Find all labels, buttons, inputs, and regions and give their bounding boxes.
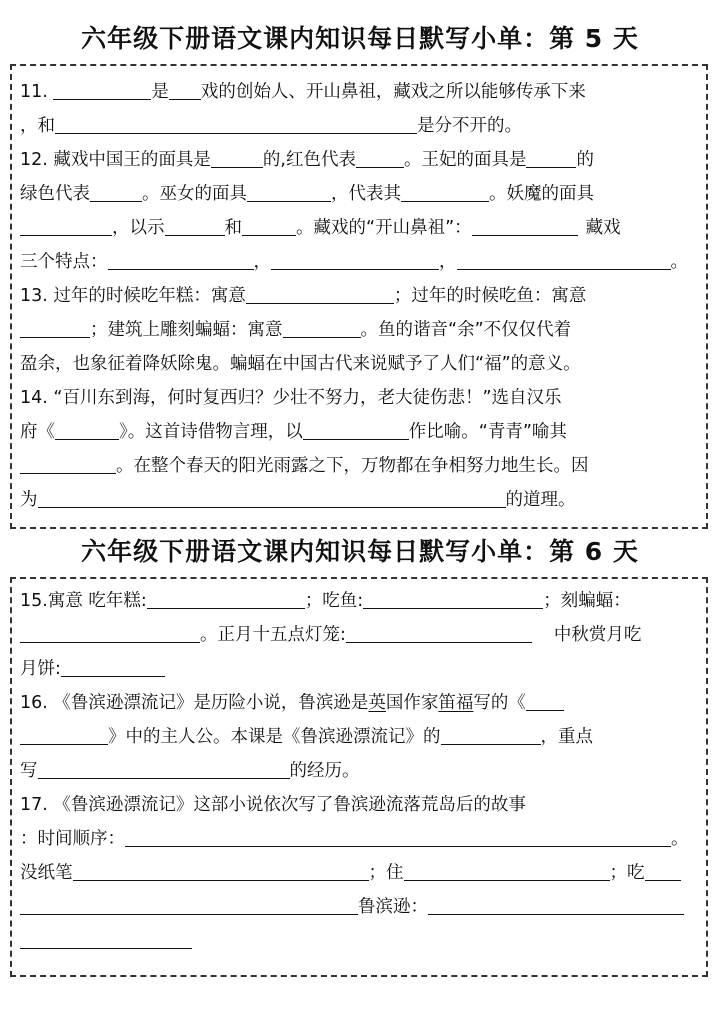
q12-text: 。妖魔的面具	[489, 184, 594, 204]
q12-blank[interactable]	[242, 215, 296, 236]
q17-number: 17.	[20, 795, 48, 815]
q17-line4	[20, 893, 684, 921]
q12-text: 的,红色代表	[262, 150, 356, 170]
q17-text: ：时间顺序：	[20, 829, 125, 849]
q16-line1	[20, 689, 564, 717]
q11-text: 戏的创始人、开山鼻祖，藏戏之所以能够传承下来	[200, 82, 586, 102]
q13-blank[interactable]	[246, 283, 394, 304]
q17-text: ；住	[368, 863, 404, 883]
q17-blank[interactable]	[20, 928, 192, 949]
q12-number: 12.	[20, 150, 48, 170]
q12-line4	[20, 248, 688, 276]
q14-blank[interactable]	[38, 487, 506, 508]
q16-line3	[20, 757, 360, 785]
q14-line4	[20, 486, 576, 514]
q12-text: 。王妃的面具是	[403, 150, 527, 170]
q14-text: 。在整个春天的阳光雨露之下，万物都在争相努力地生长。因	[116, 456, 589, 476]
q13-blank[interactable]	[283, 317, 361, 338]
q16-text: ，重点	[540, 727, 593, 747]
q12-text: 藏戏	[585, 218, 621, 238]
q17-text: 鲁滨逊：	[358, 897, 428, 917]
q11-line1	[20, 78, 586, 106]
q11-text: 是	[151, 82, 169, 102]
q12-blank[interactable]	[401, 181, 489, 202]
q17-text: 。	[671, 829, 689, 849]
q17-blank[interactable]	[645, 860, 681, 881]
q12-line1	[20, 146, 594, 174]
q16-blank[interactable]	[20, 724, 108, 745]
q14-text: 的道理。	[505, 490, 576, 510]
q16-line2	[20, 723, 593, 751]
q11-blank-1[interactable]	[53, 79, 151, 100]
q16-text-underlined: 英	[368, 693, 386, 713]
q17-line2	[20, 825, 689, 853]
q13-text: 过年的时候吃年糕：寓意	[53, 286, 246, 306]
q12-blank[interactable]	[211, 147, 263, 168]
q11-text: 是分不开的。	[417, 116, 522, 136]
q13-number: 13.	[20, 286, 48, 306]
q16-blank[interactable]	[441, 724, 541, 745]
q13-text: 盈余，也象征着降妖除鬼。蝙蝠在中国古代来说赋予了人们“福”的意义。	[20, 354, 581, 374]
day6-title: 六年级下册语文课内知识每日默写小单：第 6 天	[81, 537, 639, 566]
q17-blank[interactable]	[404, 860, 610, 881]
q15-line2	[20, 621, 641, 649]
q12-line3	[20, 214, 621, 242]
q13-blank[interactable]	[20, 317, 90, 338]
q16-text: 的经历。	[289, 761, 360, 781]
q12-text: 藏戏中国王的面具是	[53, 150, 211, 170]
q17-blank[interactable]	[20, 894, 358, 915]
q11-number: 11.	[20, 82, 48, 102]
q15-line1	[20, 587, 631, 615]
q13-text: ；建筑上雕刻蝙蝠：寓意	[90, 320, 283, 340]
q15-blank[interactable]	[346, 622, 532, 643]
q14-text: 为	[20, 490, 38, 510]
q13-text: 。鱼的谐音“余”不仅仅代着	[360, 320, 572, 340]
q15-blank[interactable]	[61, 656, 165, 677]
q14-blank[interactable]	[20, 453, 116, 474]
q14-text: 府《	[20, 422, 55, 442]
q12-text: 绿色代表	[20, 184, 90, 204]
q13-line3	[20, 350, 581, 378]
q12-blank[interactable]	[457, 249, 671, 270]
q15-text: 月饼:	[20, 659, 61, 679]
q12-blank[interactable]	[526, 147, 576, 168]
q14-line1	[20, 384, 562, 412]
q15-line3	[20, 655, 165, 683]
q15-blank[interactable]	[20, 622, 200, 643]
q15-number: 15.	[20, 591, 48, 611]
q14-text: “百川东到海，何时复西归？少壮不努力，老大徒伤悲！”选自汉乐	[53, 388, 562, 408]
q12-text: ，	[253, 252, 271, 272]
q15-blank[interactable]	[363, 588, 543, 609]
q15-text: 。正月十五点灯笼:	[200, 625, 346, 645]
q11-blank-2[interactable]	[169, 79, 201, 100]
q12-blank[interactable]	[20, 215, 112, 236]
q12-text: 。巫女的面具	[142, 184, 247, 204]
q14-text: 作比喻。“青青”喻其	[408, 422, 567, 442]
q12-line2	[20, 180, 594, 208]
q13-text: ；过年的时候吃鱼：寓意	[393, 286, 587, 306]
day6-box	[10, 577, 708, 977]
q17-blank[interactable]	[73, 860, 369, 881]
q13-line1	[20, 282, 586, 310]
q17-text: ；吃	[609, 863, 645, 883]
q16-text: 《鲁滨逊漂流记》是历险小说，鲁滨逊是	[53, 693, 369, 713]
q12-text: 。	[670, 252, 688, 272]
q16-blank[interactable]	[38, 758, 290, 779]
q14-line3	[20, 452, 589, 480]
q17-text: 《鲁滨逊漂流记》这部小说依次写了鲁滨逊流落荒岛后的故事	[53, 795, 526, 815]
q12-text: 三个特点：	[20, 252, 108, 272]
q14-line2	[20, 418, 567, 446]
q17-line5	[20, 927, 192, 955]
q15-text: 寓意 吃年糕:	[47, 591, 147, 611]
q14-number: 14.	[20, 388, 48, 408]
q11-line2	[20, 112, 522, 140]
q12-text: 。藏戏的“开山鼻祖”：	[296, 218, 472, 238]
q17-line1	[20, 791, 526, 819]
q17-line3	[20, 859, 681, 887]
q11-text: ，和	[20, 116, 55, 136]
q17-blank[interactable]	[125, 826, 671, 847]
q12-text: ，代表其	[331, 184, 401, 204]
q16-text: 》中的主人公。本课是《鲁滨逊漂流记》的	[108, 727, 441, 747]
day5-box	[10, 64, 708, 529]
q12-blank[interactable]	[165, 215, 225, 236]
q16-text: 国作家	[385, 693, 439, 713]
q14-text: 》。这首诗借物言理，以	[119, 422, 303, 442]
q15-text: ；刻蝙蝠：	[543, 591, 631, 611]
q11-blank-3[interactable]	[55, 113, 417, 134]
q13-line2	[20, 316, 571, 344]
q16-text-underlined: 笛福	[438, 693, 474, 713]
q12-blank[interactable]	[90, 181, 142, 202]
q17-text: 没纸笔	[20, 863, 73, 883]
q15-text: 中秋赏月吃	[553, 625, 642, 645]
q12-text: ，	[439, 252, 457, 272]
q15-blank[interactable]	[147, 588, 305, 609]
q16-text: 写的《	[473, 693, 526, 713]
q16-text: 写	[20, 761, 38, 781]
q14-blank[interactable]	[55, 419, 119, 440]
day5-title: 六年级下册语文课内知识每日默写小单：第 5 天	[81, 24, 639, 53]
q12-blank[interactable]	[247, 181, 331, 202]
q12-text: 的	[576, 150, 594, 170]
q17-blank[interactable]	[428, 894, 684, 915]
q12-blank[interactable]	[356, 147, 404, 168]
q16-blank[interactable]	[526, 690, 564, 711]
q16-number: 16.	[20, 693, 48, 713]
q12-blank[interactable]	[108, 249, 254, 270]
q14-blank[interactable]	[303, 419, 409, 440]
q12-text: 和	[224, 218, 242, 238]
q15-text: ；吃鱼:	[304, 591, 364, 611]
q12-blank[interactable]	[271, 249, 439, 270]
q12-blank[interactable]	[472, 215, 578, 236]
q12-text: ，以示	[112, 218, 165, 238]
